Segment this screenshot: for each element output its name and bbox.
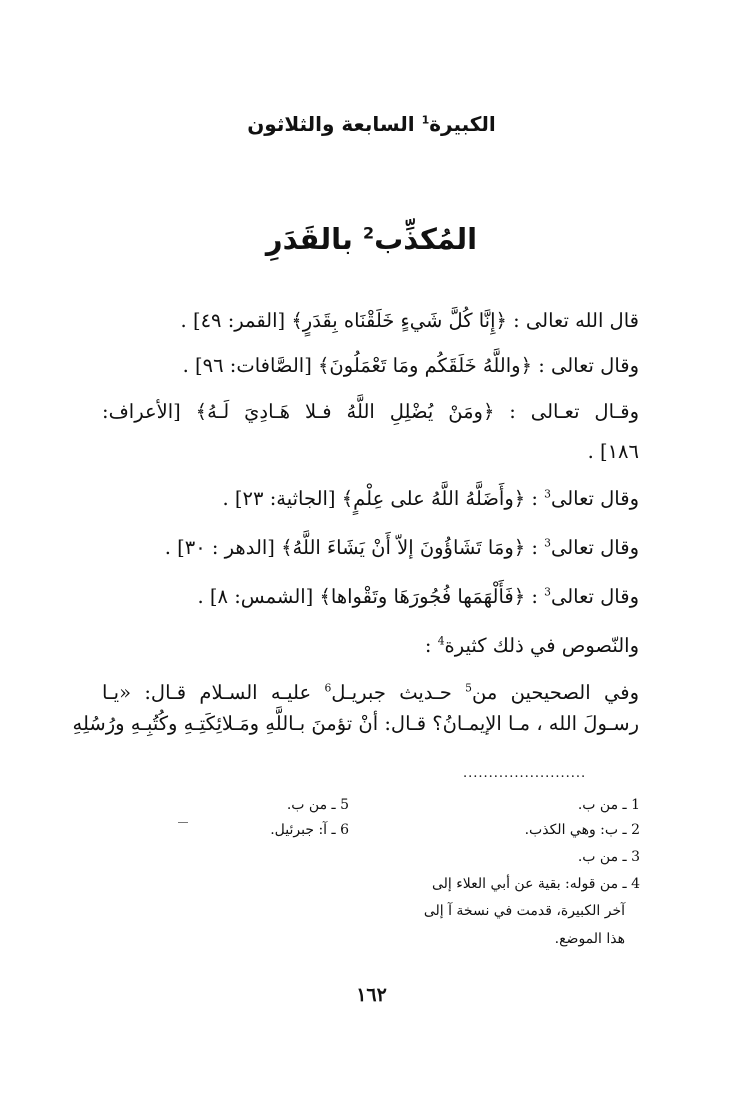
footnote-ref-6: 6 [324,681,332,695]
chapter-title-main: الكبيرة [429,112,496,136]
footnote-4-line-1: 4 ـ من قوله: بقية عن أبي العلاء إلى [431,876,640,892]
body-line-6 [165,536,639,559]
body-line-10: رسـولَ الله ، مـا الإيمـانُ؟ قـال: أنْ تؤمنَ بـاللَّهِ ومَـلائِكَتِـهِ وكُتُبِـهِ ورُسُلِهِ [72,712,639,735]
footnote-ref-5: 5 [465,681,472,695]
line-9-part-c: عليـه السـلام قـال: «يـا [102,681,325,704]
body-line-1: قال الله تعالى : ﴿إِنَّا كُلَّ شَيءٍ خَلَقْنَاه بِقَدَرٍ﴾ [القمر: ٤٩] . [180,309,639,332]
line-8-part-b: : [424,634,438,657]
footnote-ref-3a: 3 [544,487,551,501]
line-7-part-b: : ﴿فَأَلْهَمَها فُجُورَهَا وتَقْواها﴾ [الشمس: ٨] . [197,585,545,608]
line-9-part-b: حـديث جبريـل [331,681,466,704]
line-5-part-a: وقال تعالى [550,487,639,510]
chapter-title-rest: السابعة والثلاثون [247,112,422,136]
footnote-ref-2: 2 [362,223,375,243]
footnote-ref-1: 1 [421,113,430,127]
section-title-rest: بالقَدَرِ [265,222,363,256]
section-title-main: المُكذِّب [374,222,478,256]
chapter-title [0,112,743,136]
footnote-4-line-3: هذا الموضع. [554,931,625,947]
line-6-part-a: وقال تعالى [550,536,639,559]
footnote-1: 1 ـ من ب. [577,797,640,813]
line-6-part-b: : ﴿ومَا تَشَاؤُونَ إلاّ أَنْ يَشَاءَ اللَّهُ﴾ [الدهر : ٣٠] . [164,536,545,559]
body-line-4: ١٨٦] . [587,440,639,463]
footnote-ref-3b: 3 [544,536,551,550]
body-line-7 [198,585,639,608]
page-number: ١٦٢ [356,984,387,1006]
section-title [0,222,743,256]
footnote-6: 6 ـ آ: جبرئيل. [270,822,349,838]
scan-mark [178,822,188,823]
footnote-4-line-2: آخر الكبيرة، قدمت في نسخة آ إلى [423,903,625,919]
body-line-3: وقـال تعـالى : ﴿ومَنْ يُضْلِلِ اللَّهُ فـلا هَـادِيَ لَـهُ﴾ [الأعراف: [102,400,639,423]
line-5-part-b: : ﴿وأَضَلَّهُ اللَّهُ على عِلْمٍ﴾ [الجاثية: ٢٣] . [222,487,545,510]
footnote-ref-4: 4 [437,634,445,648]
footnote-divider: ........................ [463,766,587,781]
footnote-ref-3c: 3 [544,585,551,599]
body-line-5 [223,487,639,510]
footnote-2: 2 ـ ب: وهي الكذب. [524,822,640,838]
body-line-2: وقال تعالى : ﴿واللَّهُ خَلَقَكُم ومَا تَعْمَلُونَ﴾ [الصَّافات: ٩٦] . [182,354,639,377]
footnote-3: 3 ـ من ب. [577,849,640,865]
body-line-8 [425,634,639,657]
footnote-5: 5 ـ من ب. [286,797,349,813]
line-7-part-a: وقال تعالى [550,585,639,608]
body-line-9 [102,681,639,704]
line-9-part-a: وفي الصحيحين من [471,681,639,704]
line-8-part-a: والنّصوص في ذلك كثيرة [444,634,639,657]
